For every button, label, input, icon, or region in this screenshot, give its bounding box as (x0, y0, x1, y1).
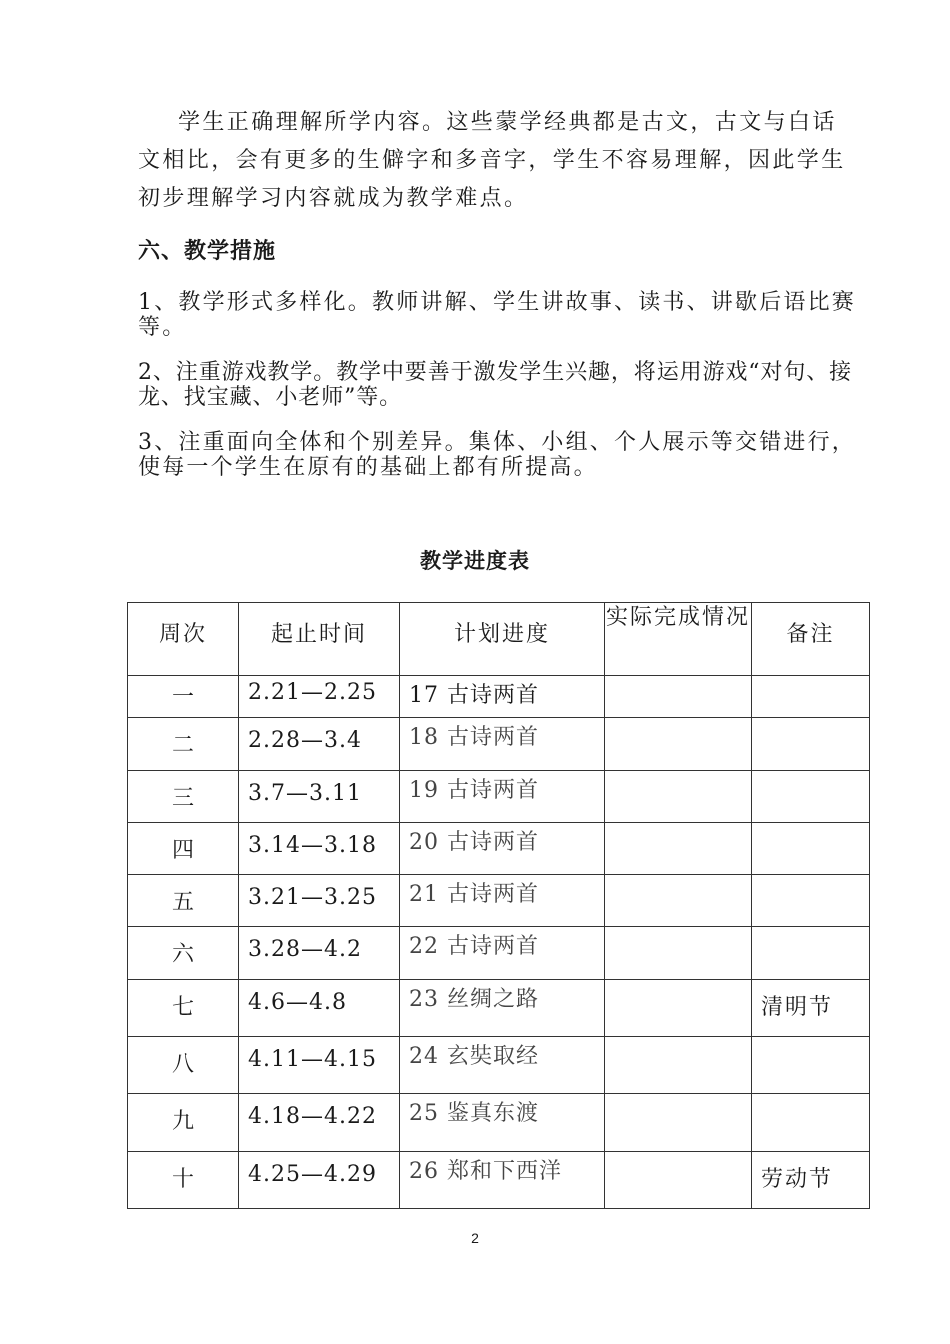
table-row (128, 875, 870, 927)
plan-cell: 18 古诗两首 (400, 718, 605, 771)
table-row (128, 1037, 870, 1094)
plan-cell: 17 古诗两首 (400, 676, 605, 718)
dates-cell: 4.11—4.15 (239, 1037, 400, 1094)
week-cell: 四 (128, 823, 239, 875)
actual-cell (605, 823, 752, 875)
table-row (128, 676, 870, 718)
header-dates: 起止时间 (239, 603, 400, 676)
week-cell: 五 (128, 875, 239, 927)
dates-cell: 3.7—3.11 (239, 771, 400, 823)
table-header-row (128, 603, 870, 676)
table-row (128, 1094, 870, 1152)
actual-cell (605, 771, 752, 823)
plan-cell: 23 丝绸之路 (400, 980, 605, 1037)
dates-cell: 3.21—3.25 (239, 875, 400, 927)
section-heading-measures: 六、教学措施 (138, 239, 277, 264)
week-cell: 十 (128, 1152, 239, 1209)
table-row (128, 718, 870, 771)
page-number: 2 (471, 1230, 479, 1246)
actual-cell (605, 927, 752, 980)
week-cell: 一 (128, 676, 239, 718)
actual-cell (605, 875, 752, 927)
actual-cell (605, 1094, 752, 1152)
actual-cell (605, 1152, 752, 1209)
dates-cell: 3.28—4.2 (239, 927, 400, 980)
note-cell (752, 718, 870, 771)
plan-cell: 24 玄奘取经 (400, 1037, 605, 1094)
week-cell: 三 (128, 771, 239, 823)
measure-item-2: 2、注重游戏教学。教学中要善于激发学生兴趣，将运用游戏“对句、接龙、找宝藏、小老师”等。 (138, 360, 853, 410)
note-cell (752, 771, 870, 823)
week-cell: 九 (128, 1094, 239, 1152)
header-plan: 计划进度 (400, 603, 605, 676)
schedule-title: 教学进度表 (420, 549, 530, 573)
week-cell: 八 (128, 1037, 239, 1094)
week-cell: 六 (128, 927, 239, 980)
header-actual: 实际完成情况 (605, 603, 752, 676)
plan-cell: 19 古诗两首 (400, 771, 605, 823)
actual-cell (605, 980, 752, 1037)
table-row (128, 980, 870, 1037)
note-cell (752, 676, 870, 718)
dates-cell: 4.6—4.8 (239, 980, 400, 1037)
note-cell (752, 1037, 870, 1094)
table-row (128, 771, 870, 823)
note-cell: 劳动节 (752, 1152, 870, 1209)
dates-cell: 4.18—4.22 (239, 1094, 400, 1152)
dates-cell: 2.28—3.4 (239, 718, 400, 771)
week-cell: 二 (128, 718, 239, 771)
plan-cell: 26 郑和下西洋 (400, 1152, 605, 1209)
dates-cell: 3.14—3.18 (239, 823, 400, 875)
note-cell (752, 823, 870, 875)
schedule-table (127, 602, 870, 1209)
week-cell: 七 (128, 980, 239, 1037)
table-row (128, 927, 870, 980)
table-row (128, 1152, 870, 1209)
measure-item-3: 3、注重面向全体和个别差异。集体、小组、个人展示等交错进行，使每一个学生在原有的基础上都有所提高。 (138, 430, 856, 480)
dates-cell: 4.25—4.29 (239, 1152, 400, 1209)
intro-paragraph: 学生正确理解所学内容。这些蒙学经典都是古文，古文与白话文相比，会有更多的生僻字和多音字，学生不容易理解，因此学生初步理解学习内容就成为教学难点。 (138, 110, 846, 211)
header-week: 周次 (128, 603, 239, 676)
table-row (128, 823, 870, 875)
header-note: 备注 (752, 603, 870, 676)
note-cell: 清明节 (752, 980, 870, 1037)
plan-cell: 25 鉴真东渡 (400, 1094, 605, 1152)
actual-cell (605, 676, 752, 718)
note-cell (752, 927, 870, 980)
dates-cell: 2.21—2.25 (239, 676, 400, 718)
actual-cell (605, 718, 752, 771)
note-cell (752, 875, 870, 927)
plan-cell: 22 古诗两首 (400, 927, 605, 980)
measure-item-1: 1、教学形式多样化。教师讲解、学生讲故事、读书、讲歇后语比赛等。 (138, 290, 856, 340)
plan-cell: 21 古诗两首 (400, 875, 605, 927)
schedule-body (128, 676, 870, 1209)
plan-cell: 20 古诗两首 (400, 823, 605, 875)
actual-cell (605, 1037, 752, 1094)
note-cell (752, 1094, 870, 1152)
